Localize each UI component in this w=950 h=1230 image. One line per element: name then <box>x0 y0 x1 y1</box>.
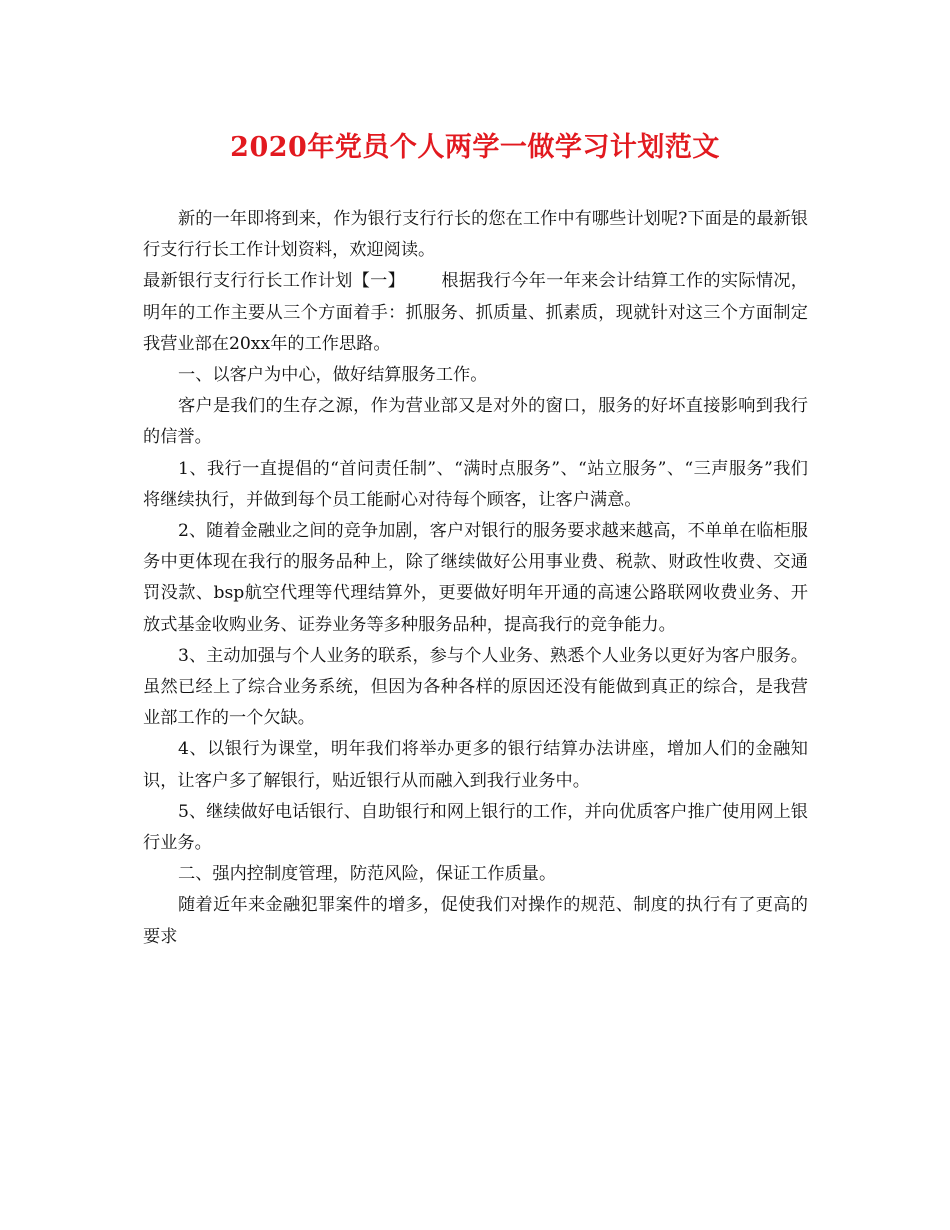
plan-heading: 最新银行支行行长工作计划【一】 <box>143 271 406 292</box>
plan-intro-text: 根据我行今年一年来会计结算工作的实际情况，明年的工作主要从三个方面着手：抓服务、抓质量、抓素质，现就针对这三个方面制定我营业部在20xx年的工作思路。 <box>143 271 808 354</box>
list-item-1: 1、我行一直提倡的“首问责任制”、“满时点服务”、“站立服务”、“三声服务”我们将继续执行，并做到每个员工能耐心对待每个顾客，让客户满意。 <box>143 458 808 510</box>
list-item-4: 4、以银行为课堂，明年我们将举办更多的银行结算办法讲座，增加人们的金融知识，让客户多了解银行，贴近银行从而融入到我行业务中。 <box>143 739 808 791</box>
body-paragraph: 客户是我们的生存之源，作为营业部又是对外的窗口，服务的好坏直接影响到我行的信誉。 <box>143 396 808 448</box>
intro-paragraph: 新的一年即将到来，作为银行支行行长的您在工作中有哪些计划呢?下面是的最新银行支行行长工作计划资料，欢迎阅读。 <box>143 209 808 261</box>
plan-paragraph <box>143 266 808 360</box>
list-item-2: 2、随着金融业之间的竞争加剧，客户对银行的服务要求越来越高，不单单在临柜服务中更体现在我行的服务品种上，除了继续做好公用事业费、税款、财政性收费、交通罚没款、bsp航空代理等代理结算外，更要做好明年开通的高速公路联网收费业务、开放式基金收购业务、证券业务等多种服务品种，提高我行的竞争能力。 <box>143 521 808 635</box>
document-body <box>143 204 808 953</box>
list-item-3: 3、主动加强与个人业务的联系，参与个人业务、熟悉个人业务以更好为客户服务。虽然已经上了综合业务系统，但因为各种各样的原因还没有能做到真正的综合，是我营业部工作的一个欠缺。 <box>143 645 808 729</box>
body-paragraph: 随着近年来金融犯罪案件的增多，促使我们对操作的规范、制度的执行有了更高的要求 <box>143 895 808 947</box>
document-title: 2020年党员个人两学一做学习计划范文 <box>230 132 720 163</box>
section-heading-1: 一、以客户为中心，做好结算服务工作。 <box>178 365 488 386</box>
section-heading-2: 二、强内控制度管理，防范风险，保证工作质量。 <box>178 864 557 885</box>
list-item-5: 5、继续做好电话银行、自助银行和网上银行的工作，并向优质客户推广使用网上银行业务。 <box>143 801 808 854</box>
